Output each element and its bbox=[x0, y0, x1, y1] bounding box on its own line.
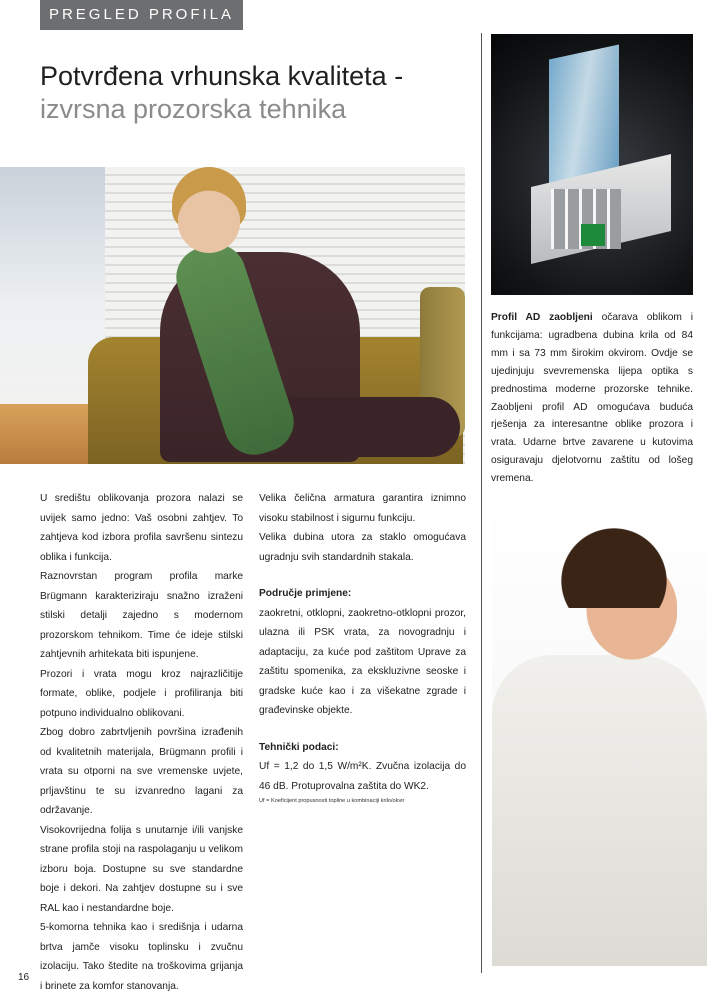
profile-caption bbox=[491, 309, 693, 488]
caption-text: očarava oblikom i funkcijama: ugradbena dubina krila od 84 mm i sa 73 mm širokim okvirom. Ovdje se ujedinjuju svevremenska lijepa optika s prednostima moderne prozorske tehnike. Zaobljeni profil AD omogućava buduća rješenja za interesantne oblike prozora i vrata. Udarne brtve zavarene u kutovima osiguravaju djelotvornu zaštitu od lošeg vremena. bbox=[491, 312, 693, 485]
page-number: 16 bbox=[18, 972, 30, 983]
paragraph: Velika dubina utora za staklo omogućava ugradnju svih standardnih stakala. bbox=[259, 532, 466, 563]
paragraph: Zbog dobro zabrtvljenih površina izrađenih od kvalitetnih materijala, Brügmann profili i vrata su otporni na sve vremenske uvjete, prljavštinu te su izvanredno lagani za održavanje. bbox=[40, 727, 243, 816]
hero-photo-woman-on-sofa bbox=[0, 167, 465, 464]
paragraph: Prozori i vrata mogu kroz najrazličitije formate, oblike, podjele i profiliranja biti potpuno individualno oblikovani. bbox=[40, 668, 243, 719]
column-divider bbox=[481, 33, 482, 973]
text-column-2 bbox=[259, 489, 466, 806]
paragraph: Uf = 1,2 do 1,5 W/m²K. Zvučna izolacija do 46 dB. Protuprovalna zaštita do WK2. bbox=[259, 761, 466, 792]
sweater-shape bbox=[492, 655, 707, 966]
paragraph: Raznovrstan program profila marke Brügmann karakteriziraju snažno izraženi stilski detalji zajedno s modernom prozorskom tehnikom. Time će ideje stilski zahtjevnih arhitekata biti ispunjene. bbox=[40, 571, 243, 660]
paragraph: Visokovrijedna folija s unutarnje i/ili vanjske strane profila stoji na raspolaganju u velikom izboru boja. Dostupne su sve standardne boje i dekori. Na zahtjev dostupne su i sve RAL kao i nestandardne boje. bbox=[40, 824, 243, 914]
paragraph: 5-komorna tehnika kao i središnja i udarna brtva jamče visoku toplinsku i zvučnu izolaciju. Tako štedite na troškovima grijanja i brinete za komfor stanovanja. bbox=[40, 922, 243, 992]
woman-head-shape bbox=[178, 175, 240, 253]
paragraph: U središtu oblikovanja prozora nalazi se uvijek samo jedno: Vaš osobni zahtjev. To zahtjeva kod izbora profila savršenu sintezu oblika i funkcija. bbox=[40, 493, 243, 563]
caption-bold: Profil AD zaobljeni bbox=[491, 312, 593, 323]
section-heading: Tehnički podaci: bbox=[259, 741, 339, 753]
title-line-1: Potvrđena vrhunska kvaliteta - bbox=[40, 61, 404, 91]
window-profile-photo bbox=[491, 34, 693, 295]
page-title bbox=[40, 60, 480, 126]
paragraph: Velika čelična armatura garantira iznimno visoku stabilnost i sigurnu funkciju. bbox=[259, 493, 466, 524]
title-line-2: izvrsna prozorska tehnika bbox=[40, 94, 347, 124]
footnote: Uf = Koeficijent propusnosti topline u kombinaciji krilo/okvir bbox=[259, 798, 405, 804]
man-hair-shape bbox=[554, 518, 674, 608]
text-column-1 bbox=[40, 489, 243, 996]
paragraph: zaokretni, otklopni, zaokretno-otklopni prozor, ulazna ili PSK vrata, za novogradnju i adaptaciju, za kuće pod zaštitom Uprave za zaštitu spomenika, za ekskluzivne seoske i gradske kuće kao i za višekatne zgrade i građevinske objekte. bbox=[259, 607, 466, 716]
section-tag: PREGLED PROFILA bbox=[40, 0, 243, 30]
steel-reinforcement-shape bbox=[581, 224, 605, 246]
section-heading: Područje primjene: bbox=[259, 588, 352, 599]
man-photo bbox=[492, 500, 707, 966]
